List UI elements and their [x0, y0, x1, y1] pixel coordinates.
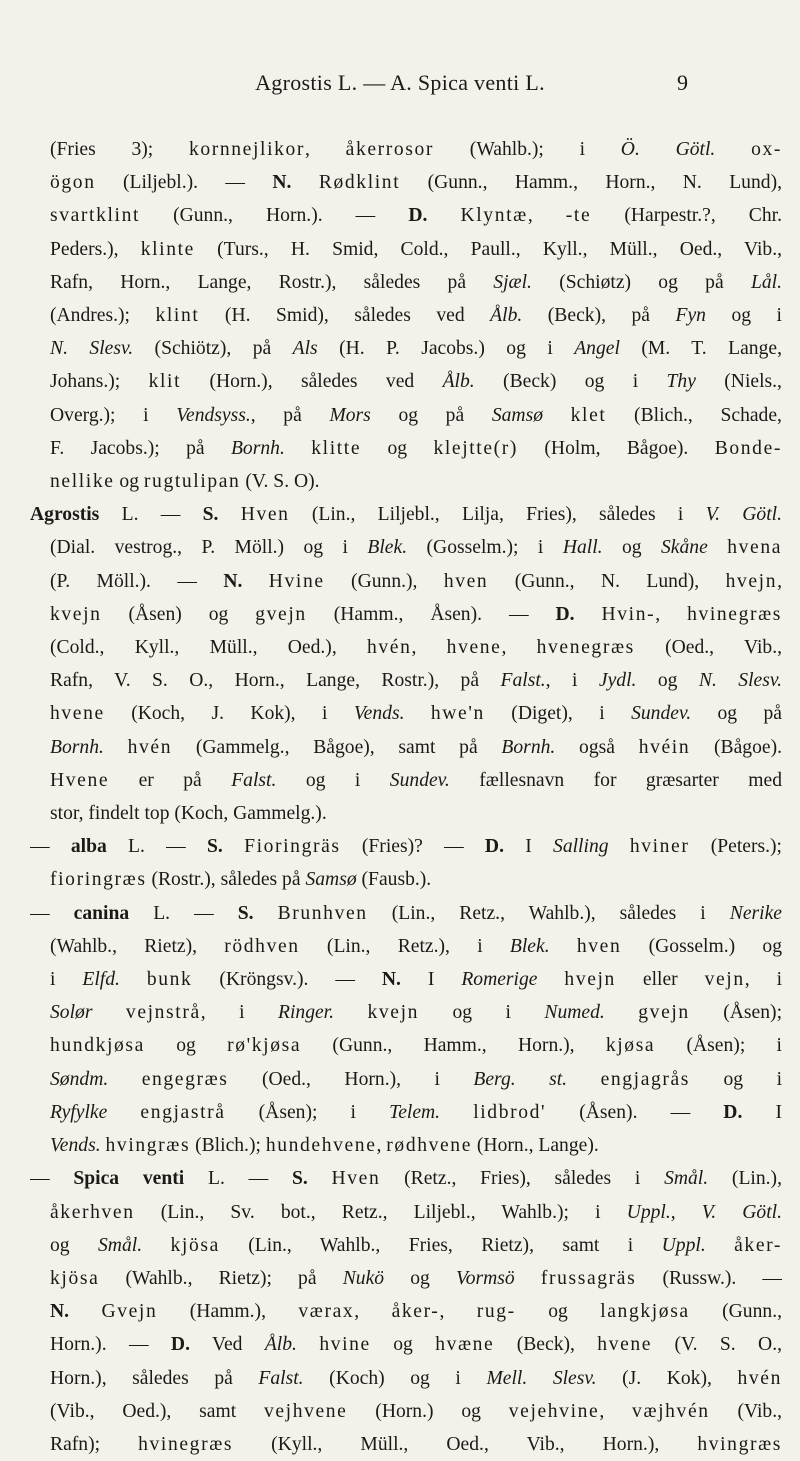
page-header — [0, 70, 800, 110]
text-line: N. Slesv. (Schiötz), på Als (H. P. Jacobs.) og i Angel (M. T. Lange, — [50, 338, 782, 360]
text-line: Overg.); i Vendsyss., på Mors og på Samsø klet (Blich., Schade, — [50, 404, 782, 426]
text-line: Bornh. hvén (Gammelg., Bågoe), samt på Bornh. også hvéin (Bågoe). — [50, 736, 782, 758]
text-line: svartklint (Gunn., Horn.). — D. Klyntæ, -te (Harpestr.?, Chr. — [50, 205, 782, 227]
text-line: nellike og rugtulipan (V. S. O). — [50, 471, 320, 493]
text-line: F. Jacobs.); på Bornh. klitte og klejtte(r) (Holm, Bågoe). Bonde- — [50, 437, 782, 459]
text-line: Ryfylke engjastrå (Åsen); i Telem. lidbrod' (Åsen). — D. I — [50, 1101, 782, 1123]
text-line: Vends. hvingræs (Blich.); hundehvene, rødhvene (Horn., Lange). — [50, 1135, 599, 1157]
text-line: (Fries 3); kornnejlikor, åkerrosor (Wahlb.); i Ö. Götl. ox- — [50, 139, 782, 160]
entry-line: Agrostis L. — S. Hven (Lin., Liljebl., Lilja, Fries), således i V. Götl. — [30, 504, 782, 526]
text-line: Hvene er på Falst. og i Sundev. fællesnavn for græsarter med — [50, 769, 782, 791]
text-line: Rafn, Horn., Lange, Rostr.), således på Sjæl. (Schiøtz) og på Lål. — [50, 271, 782, 293]
entry-line: — canina L. — S. Brunhven (Lin., Retz., Wahlb.), således i Nerike — [30, 902, 782, 924]
text-line: Johans.); klit (Horn.), således ved Ålb. (Beck) og i Thy (Niels., — [50, 371, 782, 393]
text-line: i Elfd. bunk (Kröngsv.). — N. I Romerige hvejn eller vejn, i — [50, 969, 782, 991]
text-line: Horn.), således på Falst. (Koch) og i Mell. Slesv. (J. Kok), hvén — [50, 1367, 782, 1389]
text-line: Rafn); hvinegræs (Kyll., Müll., Oed., Vib., Horn.), hvingræs — [50, 1433, 782, 1455]
text-line: (Wahlb., Rietz), rödhven (Lin., Retz.), i Blek. hven (Gosselm.) og — [50, 935, 782, 957]
text-line: (P. Möll.). — N. Hvine (Gunn.), hven (Gunn., N. Lund), hvejn, — [50, 570, 782, 592]
running-title: Agrostis L. — A. Spica venti L. — [255, 70, 545, 95]
page-number: 9 — [677, 70, 688, 95]
entry-line: — alba L. — S. Fioringräs (Fries)? — D. I Salling hviner (Peters.); — [30, 836, 782, 858]
text-line: og Smål. kjösa (Lin., Wahlb., Fries, Rietz), samt i Uppl. åker- — [50, 1234, 782, 1256]
body-text — [30, 133, 782, 1461]
text-line: (Andres.); klint (H. Smid), således ved Ålb. (Beck), på Fyn og i — [50, 305, 782, 327]
text-line: kjösa (Wahlb., Rietz); på Nukö og Vormsö frussagräs (Russw.). — — [50, 1267, 782, 1289]
text-line: (Dial. vestrog., P. Möll.) og i Blek. (Gosselm.); i Hall. og Skåne hvena — [50, 537, 782, 559]
text-line: (Vib., Oed.), samt vejhvene (Horn.) og vejehvine, væjhvén (Vib., — [50, 1400, 782, 1422]
text-line: hundkjøsa og rø'kjøsa (Gunn., Hamm., Horn.), kjøsa (Åsen); i — [50, 1035, 782, 1057]
text-line: kvejn (Åsen) og gvejn (Hamm., Åsen). — D. Hvin-, hvinegræs — [50, 603, 782, 625]
text-line: fioringræs (Rostr.), således på Samsø (Fausb.). — [50, 869, 432, 891]
text-line: Peders.), klinte (Turs., H. Smid, Cold., Paull., Kyll., Müll., Oed., Vib., — [50, 238, 782, 260]
text-line: ögon (Liljebl.). — N. Rødklint (Gunn., Hamm., Horn., N. Lund), — [50, 172, 782, 194]
text-line: N. Gvejn (Hamm.), værax, åker-, rug- og langkjøsa (Gunn., — [50, 1301, 782, 1323]
text-line: åkerhven (Lin., Sv. bot., Retz., Liljebl., Wahlb.); i Uppl., V. Götl. — [50, 1201, 782, 1223]
text-line: (Cold., Kyll., Müll., Oed.), hvén, hvene, hvenegræs (Oed., Vib., — [50, 637, 782, 659]
text-line: stor, findelt top (Koch, Gammelg.). — [50, 803, 327, 825]
entry-line: — Spica venti L. — S. Hven (Retz., Fries), således i Smål. (Lin.), — [30, 1168, 782, 1190]
text-line: Søndm. engegræs (Oed., Horn.), i Berg. st. engjagrås og i — [50, 1068, 782, 1090]
text-line: Solør vejnstrå, i Ringer. kvejn og i Numed. gvejn (Åsen); — [50, 1002, 782, 1024]
text-line: Horn.). — D. Ved Ålb. hvine og hvæne (Beck), hvene (V. S. O., — [50, 1334, 782, 1356]
text-line: hvene (Koch, J. Kok), i Vends. hwe'n (Diget), i Sundev. og på — [50, 703, 782, 725]
text-line: Rafn, V. S. O., Horn., Lange, Rostr.), på Falst., i Jydl. og N. Slesv. — [50, 670, 782, 692]
